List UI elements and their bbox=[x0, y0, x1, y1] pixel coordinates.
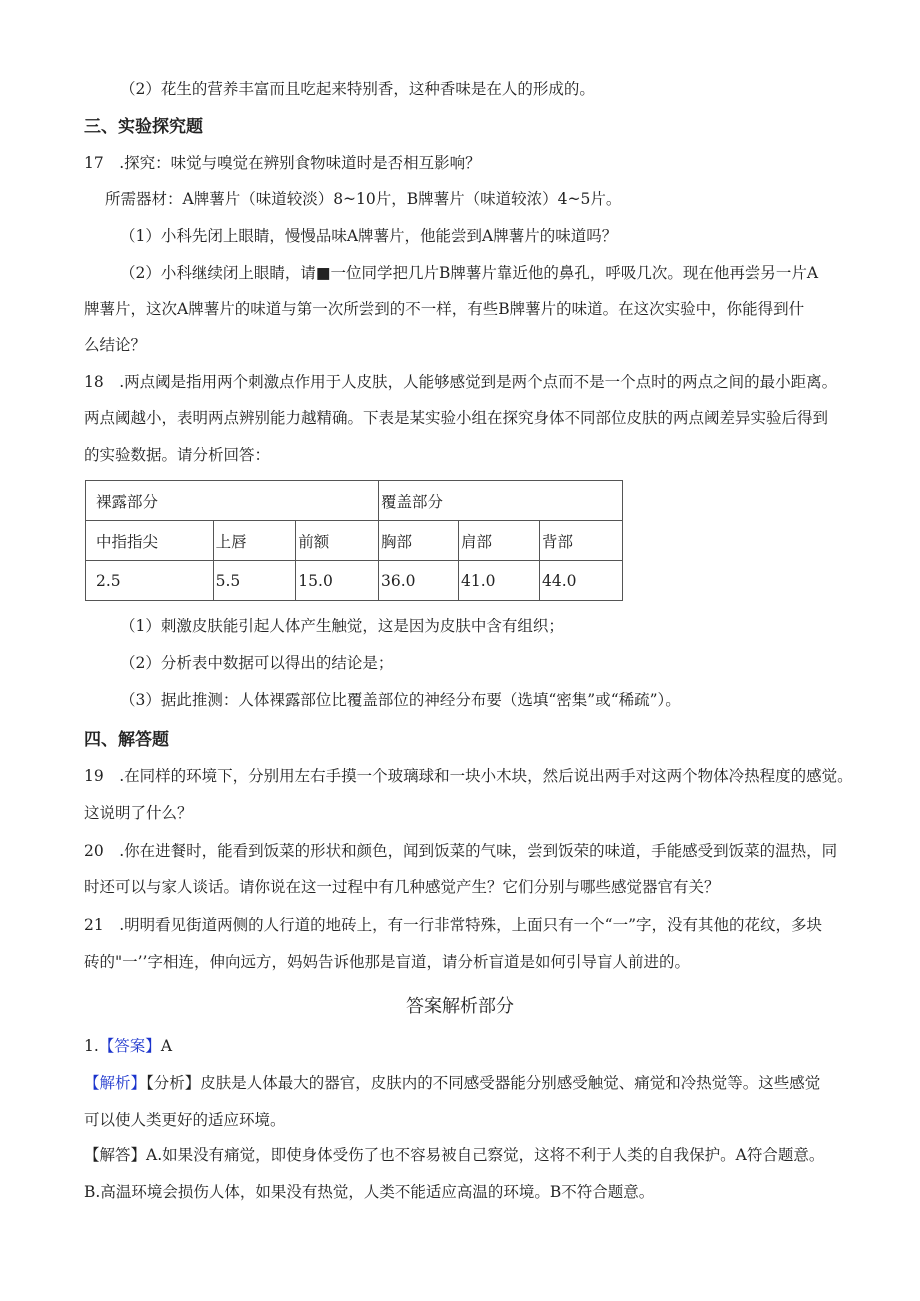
q20-text-cont: 时还可以与家人谈话。请你说在这一过程中有几种感觉产生？它们分别与哪些感觉器官有关？ bbox=[84, 878, 720, 896]
q21-text: 21 .明明看见街道两侧的人行道的地砖上，有一行非常特殊，上面只有一个“一”字，没有其他的花纹，多块 bbox=[84, 916, 823, 934]
table-cell: 2.5 bbox=[86, 561, 214, 601]
analysis-1-cont: 可以使人类更好的适应环境。 bbox=[84, 1111, 286, 1129]
q17-part2-cont: 牌薯片，这次A牌薯片的味道与第一次所尝到的不一样，有些B牌薯片的味道。在这次实验中，你能得到什 bbox=[84, 300, 805, 318]
q21-text-cont: 砖的"一’’字相连，伸向远方，妈妈告诉他那是盲道，请分析盲道是如何引导盲人前进的。 bbox=[84, 953, 690, 971]
table-header-cell: 背部 bbox=[540, 521, 623, 561]
table-row bbox=[86, 521, 623, 561]
table-header-cell: 肩部 bbox=[459, 521, 540, 561]
q17-text: 17 .探究：味觉与嗅觉在辨别食物味道时是否相互影响？ bbox=[84, 154, 481, 172]
q17-materials: 所需器材：A牌薯片（味道较淡）8~10片，B牌薯片（味道较浓）4~5片。 bbox=[105, 190, 622, 208]
answer-tag: 【答案】 bbox=[98, 1037, 161, 1055]
two-point-threshold-table bbox=[85, 480, 623, 601]
q20-text: 20 .你在进餐时，能看到饭菜的形状和颜色，闻到饭菜的气味，尝到饭荣的味道，手能感受到饭菜的温热，同 bbox=[84, 842, 838, 860]
q18-part2: （2）分析表中数据可以得出的结论是； bbox=[120, 654, 394, 672]
table-cell: 15.0 bbox=[296, 561, 379, 601]
table-cell: 44.0 bbox=[540, 561, 623, 601]
table-cell: 5.5 bbox=[213, 561, 296, 601]
analysis-tag: 【解析】 bbox=[84, 1074, 147, 1092]
q17-part2: （2）小科继续闭上眼睛，请■一位同学把几片B牌薯片靠近他的鼻孔，呼吸几次。现在他再尝另一片A bbox=[120, 264, 819, 282]
table-row bbox=[86, 561, 623, 601]
answer-value: A bbox=[160, 1037, 173, 1055]
section-heading-4: 四、解答题 bbox=[84, 730, 169, 750]
table-header-cell: 前额 bbox=[296, 521, 379, 561]
solution-1-b: B.高温环境会损伤人体，如果没有热觉，人类不能适应高温的环境。B不符合题意。 bbox=[84, 1183, 655, 1201]
analysis-text: 【分析】皮肤是人体最大的器官，皮肤内的不同感受器能分别感受触觉、痛觉和冷热觉等。这些感觉 bbox=[146, 1074, 821, 1092]
section-heading-3: 三、实验探究题 bbox=[84, 117, 203, 137]
table-cell: 41.0 bbox=[459, 561, 540, 601]
table-header-cell: 上唇 bbox=[213, 521, 296, 561]
q18-text-cont: 两点阈越小，表明两点辨别能力越精确。下表是某实验小组在探究身体不同部位皮肤的两点阈差异实验后得到 bbox=[84, 409, 829, 427]
table-cell: 36.0 bbox=[379, 561, 459, 601]
q16-part2: （2）花生的营养丰富而且吃起来特别香，这种香味是在人的形成的。 bbox=[120, 80, 595, 98]
answer-1 bbox=[84, 1036, 172, 1056]
answer-section-title: 答案解析部分 bbox=[406, 996, 514, 1017]
table-header-cell: 中指指尖 bbox=[86, 521, 214, 561]
table-row bbox=[86, 481, 623, 521]
q18-text-cont2: 的实验数据。请分析回答： bbox=[84, 446, 271, 464]
q19-text-cont: 这说明了什么？ bbox=[84, 804, 193, 822]
table-group-header: 覆盖部分 bbox=[379, 481, 623, 521]
analysis-1 bbox=[84, 1073, 820, 1093]
q18-part1: （1）刺激皮肤能引起人体产生触觉，这是因为皮肤中含有组织； bbox=[120, 617, 564, 635]
q17-part2-cont2: 么结论？ bbox=[84, 336, 147, 354]
table-group-header: 裸露部分 bbox=[86, 481, 379, 521]
q18-text: 18 .两点阈是指用两个刺激点作用于人皮肤，人能够感觉到是两个点而不是一个点时的两点之间的最小距离。 bbox=[84, 373, 838, 391]
solution-1-a: 【解答】A.如果没有痛觉，即使身体受伤了也不容易被自己察觉，这将不利于人类的自我保护。A符合题意。 bbox=[84, 1146, 825, 1164]
q19-text: 19 .在同样的环境下，分别用左右手摸一个玻璃球和一块小木块，然后说出两手对这两个物体冷热程度的感觉。 bbox=[84, 767, 853, 785]
table-header-cell: 胸部 bbox=[379, 521, 459, 561]
q17-part1: （1）小科先闭上眼睛，慢慢品味A牌薯片，他能尝到A牌薯片的味道吗？ bbox=[120, 227, 618, 245]
answer-number: 1. bbox=[84, 1037, 99, 1055]
q18-part3: （3）据此推测：人体裸露部位比覆盖部位的神经分布要（选填“密集”或“稀疏”）。 bbox=[120, 691, 681, 709]
